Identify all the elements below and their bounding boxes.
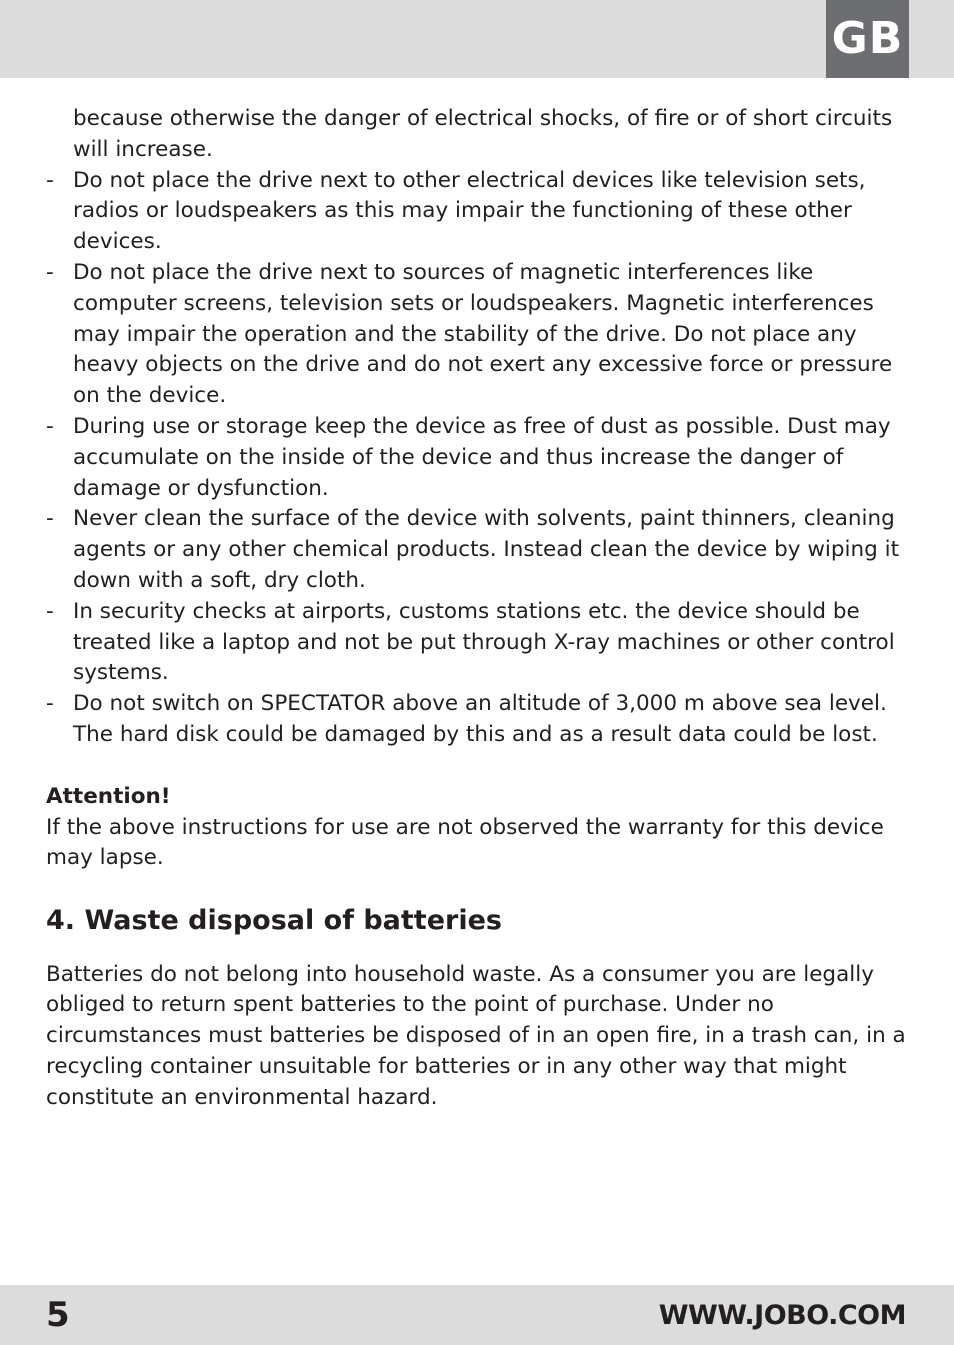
list-item (46, 412, 908, 504)
list-item (46, 689, 908, 751)
page-content (46, 104, 908, 1114)
header-band (0, 0, 954, 78)
list-item (46, 258, 908, 412)
list-item-text: Do not place the drive next to sources of magnetic interferences like computer screens, television sets or loudspeakers. Magnetic interferences may impair the operation and the stability of the drive. Do not place any heavy objects on the drive and do not exert any excessive force or pressure on the device. (73, 259, 893, 409)
list-item-text: In security checks at airports, customs stations etc. the device should be treated like a laptop and not be put through X-ray machines or other control systems. (73, 598, 895, 686)
list-item-text: Do not switch on SPECTATOR above an altitude of 3,000 m above sea level. The hard disk could be damaged by this and as a result data could be lost. (73, 691, 887, 747)
list-item-text: During use or storage keep the device as free of dust as possible. Dust may accumulate on the inside of the device and thus increase the danger of damage or dysfunction. (73, 413, 891, 501)
list-dash: - (46, 691, 54, 717)
list-dash: - (46, 167, 54, 193)
list-dash: - (46, 413, 54, 439)
list-dash: - (46, 598, 54, 624)
list-item-text: because otherwise the danger of electrical shocks, of fire or of short circuits will increase. (73, 106, 893, 162)
list-item-text: Do not place the drive next to other electrical devices like television sets, radios or loudspeakers as this may impair the functioning of these other devices. (73, 167, 866, 255)
attention-title: Attention! (46, 783, 171, 809)
attention-text: If the above instructions for use are not observed the warranty for this device may lapse. (46, 814, 884, 871)
list-item-text: Never clean the surface of the device with solvents, paint thinners, cleaning agents or any other chemical products. Instead clean the device by wiping it down with a soft, dry cloth. (73, 506, 900, 593)
list-dash: - (46, 259, 54, 285)
page-number: 5 (46, 1295, 70, 1335)
list-dash: - (46, 506, 54, 532)
section-text: Batteries do not belong into household waste. As a consumer you are legally obliged to return spent batteries to the point of purchase. Under no circumstances must batteries be disposed of in an open fire, in a trash can, in a recycling container unsuitable for batteries or in any other way that might constitute an environmental hazard. (46, 961, 906, 1110)
list-item (46, 104, 908, 166)
section-title: 4. Waste disposal of batteries (46, 905, 502, 937)
language-tab: GB (826, 0, 909, 78)
list-item (46, 166, 908, 258)
attention-block (46, 782, 908, 874)
website-link[interactable]: WWW.JOBO.COM (658, 1300, 906, 1331)
safety-instructions-list (46, 104, 908, 751)
list-item (46, 504, 908, 596)
list-item (46, 597, 908, 689)
